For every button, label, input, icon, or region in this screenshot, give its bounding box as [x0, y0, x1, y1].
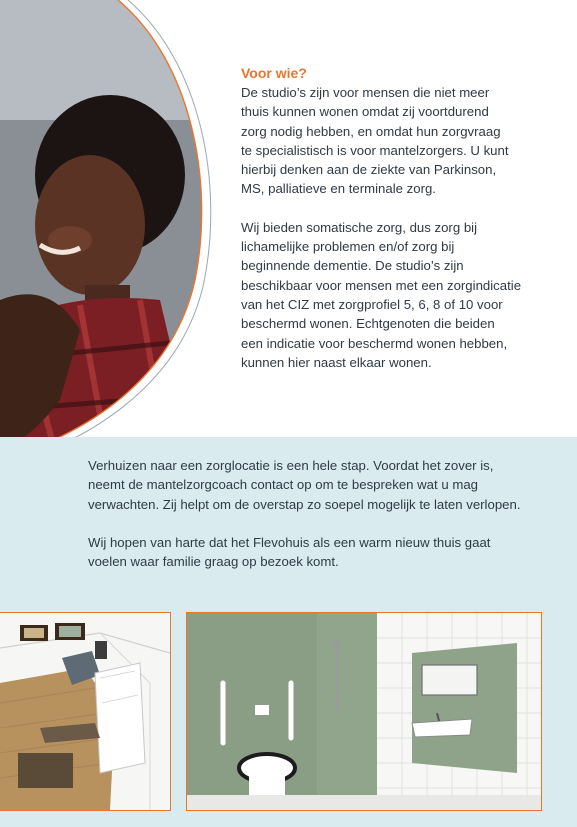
- intro-paragraph-2: Wij bieden somatische zorg, dus zorg bij lichamelijke problemen en/of zorg bij beginnende dementie. De studio’s zijn beschikbaar voor mensen met een zorgindicatie van het CIZ met zorgprofiel 5, 6, 8 of 10 voor beschermd wonen. Echtgenoten die beiden een indicatie voor beschermd wonen hebben, kunnen hier naast elkaar wonen.: [241, 219, 522, 370]
- band-paragraph-2: Wij hopen van harte dat het Flevohuis als een warm nieuw thuis gaat voelen waar familie graag op bezoek komt.: [88, 534, 491, 570]
- band-text: [88, 456, 558, 590]
- bathroom-render-image: [186, 612, 542, 811]
- section-heading: Voor wie?: [241, 65, 307, 81]
- intro-paragraph-1: De studio’s zijn voor mensen die niet meer thuis kunnen wonen omdat zij voortdurend zorg nodig hebben, en omdat hun zorgvraag te specialistisch is voor mantelzorgers. U kunt hierbij denken aan de ziekte van Parkinson, MS, palliatieve en terminale zorg.: [241, 85, 509, 197]
- intro-section: [241, 64, 561, 391]
- room-render-image: [0, 612, 171, 811]
- band-paragraph-1: Verhuizen naar een zorglocatie is een hele stap. Voordat het zover is, neemt de mantelzorgcoach contact op om te bespreken wat u mag verwachten. Zij helpt om de overstap zo soepel mogelijk te laten verlopen.: [88, 458, 521, 512]
